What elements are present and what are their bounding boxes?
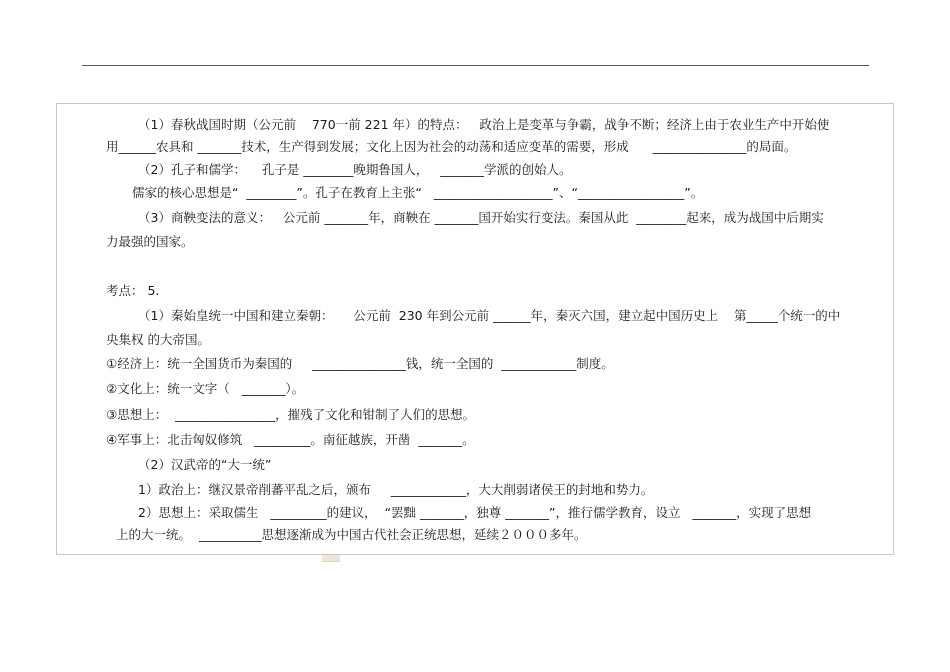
text-line: 力最强的国家。 bbox=[106, 234, 194, 249]
text-line: 用______农具和 _______技术，生产得到发展；文化上因为社会的动荡和适应变革的需要，形成 _______________的局面。 bbox=[106, 139, 797, 154]
text-line: ①经济上：统一全国货币为秦国的 _______________钱，统一全国的 ____________制度。 bbox=[106, 356, 614, 371]
section-label: 考点： 5. bbox=[106, 283, 160, 298]
text-line: （1）春秋战国时期（公元前 770一前 221 年）的特点： 政治上是变革与争霸，战争不断；经济上由于农业生产中开始使 bbox=[138, 117, 830, 132]
text-line: （3）商鞅变法的意义： 公元前 _______年，商鞅在 _______国开始实行变法。秦国从此 ________起来，成为战国中后期实 bbox=[138, 210, 824, 225]
text-line: 2）思想上：采取儒生 _________的建议， “罢黜 _______，独尊 _______”，推行儒学教育，设立 _______，实现了思想 bbox=[138, 505, 812, 520]
text-line: （2）汉武帝的“大一统” bbox=[138, 457, 272, 472]
page-tab-decoration bbox=[322, 555, 340, 562]
text-line: ②文化上：统一文字（ _______）。 bbox=[106, 381, 305, 396]
text-line: ③思想上： ________________，摧残了文化和钳制了人们的思想。 bbox=[106, 407, 476, 422]
header-rule bbox=[82, 65, 869, 66]
text-line: 儒家的核心思想是“ ________”。孔子在教育上主张“ ___________________”、“_________________”。 bbox=[132, 185, 704, 200]
text-line: ④军事上：北击匈奴修筑 _________。南征越族，开凿 _______。 bbox=[106, 432, 475, 447]
text-line: （2）孔子和儒学： 孔子是 ________晚期鲁国人， _______学派的创始人。 bbox=[138, 162, 572, 177]
text-line: 1）政治上：继汉景帝削蕃平乱之后，颁布 ____________，大大削弱诸侯王的封地和势力。 bbox=[138, 482, 654, 497]
text-line: 上的大一统。 __________思想逐渐成为中国古代社会正统思想，延续２０００多年。 bbox=[116, 527, 587, 542]
text-line: （1）秦始皇统一中国和建立秦朝： 公元前 230 年到公元前 ______年，秦灭六国，建立起中国历史上 第_____个统一的中 bbox=[138, 308, 841, 323]
text-line: 央集权 的大帝国。 bbox=[106, 332, 210, 347]
